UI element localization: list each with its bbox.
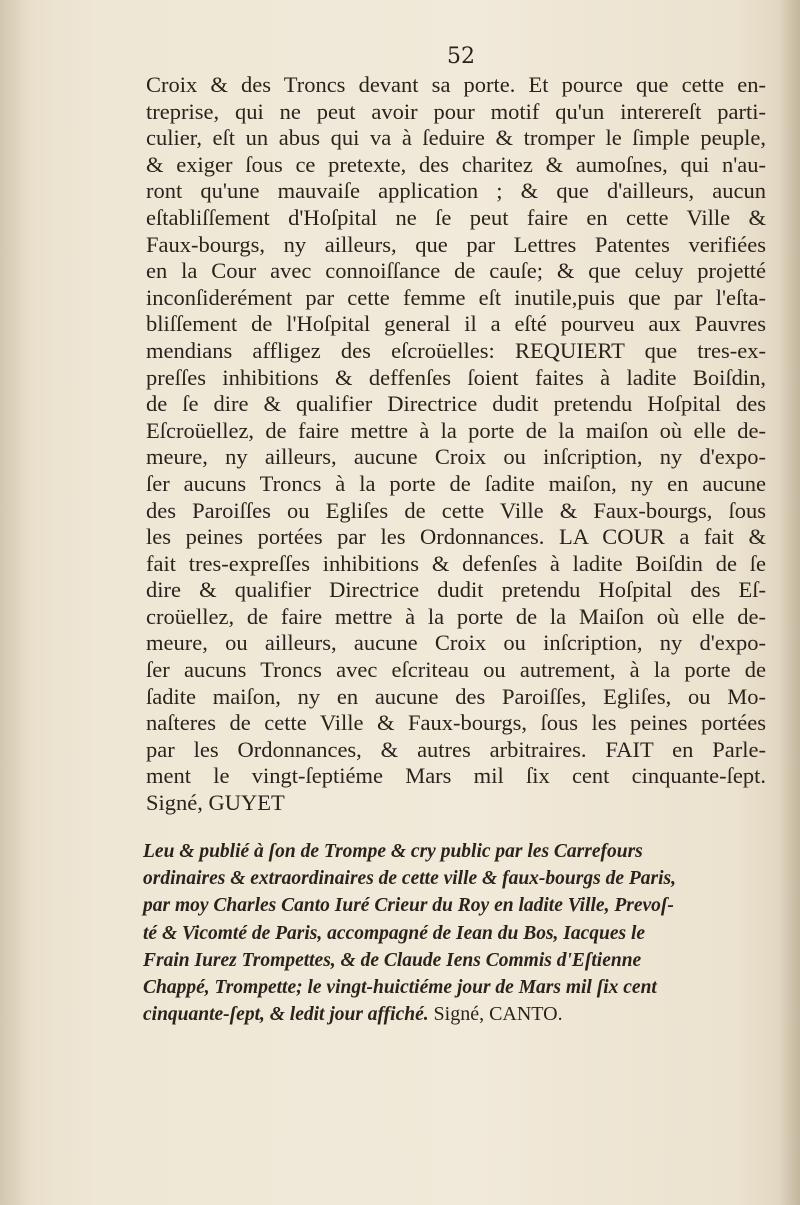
decree-line: meure, ou ailleurs, aucune Croix ou inſcription, ny d'expo- [146, 630, 766, 656]
proclamation-line-text: té & Vicomté de Paris, accompagné de Iean du Bos, Iacques le [143, 922, 646, 944]
page-edge-shadow [778, 0, 800, 1205]
decree-line: mendians affligez des eſcroüelles: REQUIERT que tres-ex- [146, 337, 766, 363]
decree-line: ſer aucuns Troncs à la porte de ſadite maiſon, ny en aucune [146, 470, 766, 496]
proclamation-line-text: Frain Iurez Trompettes, & de Claude Iens Commis d'Eſtienne [143, 949, 642, 971]
decree-line: Faux-bourgs, ny ailleurs, que par Lettres Patentes verifiées [146, 231, 766, 257]
decree-line: & exiger ſous ce pretexte, des charitez & aumoſnes, qui n'au- [146, 151, 766, 177]
decree-line: eſtabliſſement d'Hoſpital ne ſe peut faire en cette Ville & [146, 204, 766, 230]
decree-line: des Paroiſſes ou Egliſes de cette Ville & Faux-bourgs, ſous [146, 497, 766, 523]
proclamation-line [143, 920, 773, 947]
proclamation-line [143, 838, 773, 865]
decree-line: ment le vingt-ſeptiéme Mars mil ſix cent cinquante-ſept. [146, 763, 766, 789]
proclamation-line [143, 1001, 773, 1028]
decree-line: Eſcroüellez, de faire mettre à la porte de la maiſon où elle de- [146, 417, 766, 443]
decree-line: ront qu'une mauvaiſe application ; & que d'ailleurs, aucun [146, 178, 766, 204]
decree-line: les peines portées par les Ordonnances. LA COUR a fait & [146, 524, 766, 550]
signature: Signé, CANTO. [433, 1003, 563, 1026]
decree-line: ſer aucuns Troncs avec eſcriteau ou autrement, à la porte de [146, 657, 766, 683]
decree-line: en la Cour avec connoiſſance de cauſe; & que celuy projetté [146, 258, 766, 284]
decree-text [146, 72, 766, 817]
decree-line: Croix & des Troncs devant sa porte. Et pource que cette en- [146, 72, 766, 97]
proclamation-line [143, 974, 773, 1001]
decree-line: treprise, qui ne peut avoir pour motif qu'un interereſt parti- [146, 98, 766, 124]
decree-line: meure, ny ailleurs, aucune Croix ou inſcription, ny d'expo- [146, 444, 766, 470]
decree-line: dire & qualifier Directrice dudit pretendu Hoſpital des Eſ- [146, 577, 766, 603]
decree-line: ſadite maiſon, ny en aucune des Paroiſſes, Egliſes, ou Mo- [146, 683, 766, 709]
decree-line: inconſiderément par cette femme eſt inutile,puis que par l'eſta- [146, 284, 766, 310]
decree-line: Signé, GUYET [146, 790, 285, 816]
decree-line: fait tres-expreſſes inhibitions & defenſes à ladite Boiſdin de ſe [146, 550, 766, 576]
decree-line: par les Ordonnances, & autres arbitraires. FAIT en Parle- [146, 736, 766, 762]
proclamation-text [143, 838, 773, 1028]
proclamation-line [143, 947, 773, 974]
decree-line: preſſes inhibitions & deffenſes ſoient faites à ladite Boiſdin, [146, 364, 766, 390]
proclamation-line-text: cinquante-ſept, & ledit jour affiché. [143, 1004, 429, 1026]
proclamation-line-text: Chappé, Trompette; le vingt-huictiéme jour de Mars mil ſix cent [143, 976, 657, 998]
proclamation-line-text: par moy Charles Canto Iuré Crieur du Roy en ladite Ville, Prevoſ- [143, 895, 674, 917]
decree-line: de ſe dire & qualifier Directrice dudit pretendu Hoſpital des [146, 391, 766, 417]
page-gutter-shadow [0, 0, 30, 1205]
decree-line: bliſſement de l'Hoſpital general il a eſté pourveu aux Pauvres [146, 311, 766, 337]
proclamation-line-text: ordinaires & extraordinaires de cette ville & faux-bourgs de Paris, [143, 868, 676, 890]
decree-line: croüellez, de faire mettre à la porte de la Maiſon où elle de- [146, 603, 766, 629]
proclamation-line-text: Leu & publié à ſon de Trompe & cry public par les Carrefours [143, 841, 643, 862]
decree-line: naſteres de cette Ville & Faux-bourgs, ſous les peines portées [146, 710, 766, 736]
proclamation-line [143, 865, 773, 892]
page-number: 52 [447, 44, 475, 69]
decree-line: culier, eſt un abus qui va à ſeduire & tromper le ſimple peuple, [146, 125, 766, 151]
proclamation-line [143, 892, 773, 919]
